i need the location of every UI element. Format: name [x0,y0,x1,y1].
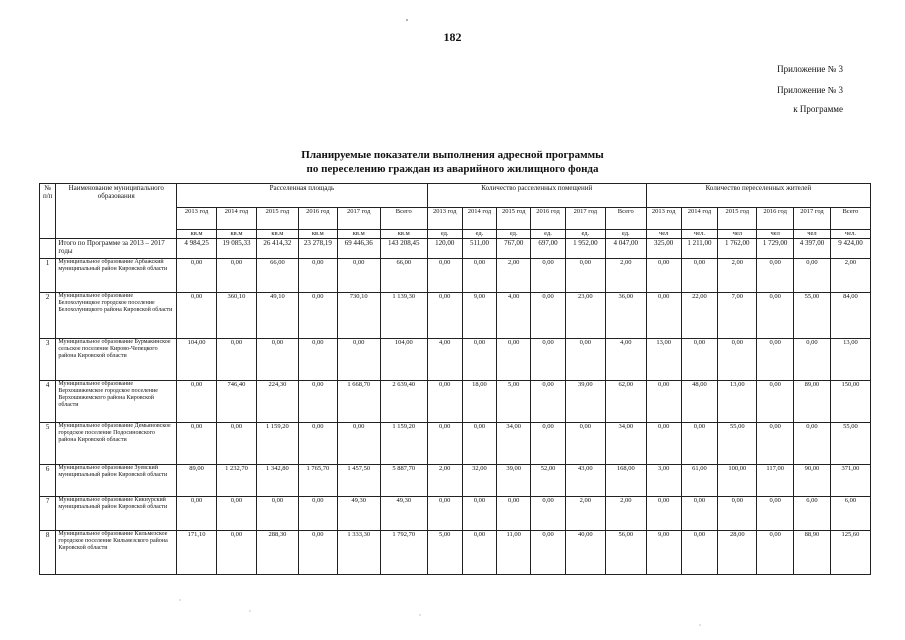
value-cell: 0,00 [646,423,681,465]
unit-header-cell: кв.м [337,230,380,239]
value-cell: 0,00 [681,423,718,465]
row-number: 1 [40,259,56,293]
value-cell: 13,00 [646,339,681,381]
value-cell: 3,00 [646,465,681,497]
value-cell: 0,00 [794,259,831,293]
value-cell: 1 792,70 [380,531,427,575]
value-cell: 0,00 [337,423,380,465]
value-cell: 0,00 [217,531,257,575]
value-cell: 5 887,70 [380,465,427,497]
year-header-cell: 2017 год [565,208,605,230]
value-cell: 5,00 [427,531,462,575]
value-cell: 0,00 [217,497,257,531]
value-cell: 4,00 [497,293,531,339]
unit-header-cell: чел [646,230,681,239]
unit-header-cell: кв.м [380,230,427,239]
value-cell: 0,00 [298,497,337,531]
unit-header-cell: чел [794,230,831,239]
unit-header-cell: ед. [427,230,462,239]
municipality-name: Муниципальное образование Кильмезское городское поселение Кильмезского района Кировской области [56,531,177,575]
value-cell: 2,00 [718,259,757,293]
value-cell: 0,00 [298,339,337,381]
unit-header-cell: чел [718,230,757,239]
value-cell: 2 639,40 [380,381,427,423]
value-cell: 125,60 [830,531,870,575]
value-cell: 13,00 [830,339,870,381]
value-cell: 56,00 [605,531,646,575]
page-number: 182 [443,30,462,44]
value-cell: 0,00 [794,423,831,465]
value-cell: 0,00 [462,497,497,531]
year-header-cell: Всего [605,208,646,230]
year-header-cell: 2014 год [462,208,497,230]
value-cell: 104,00 [380,339,427,381]
value-cell: 4,00 [605,339,646,381]
column-header-name: Наименование муниципального образования [56,184,177,239]
value-cell: 0,00 [217,423,257,465]
appendix-line-2: Приложение № 3 [777,85,843,95]
value-cell: 0,00 [718,497,757,531]
document-title-line-2: по переселению граждан из аварийного жилищного фонда [306,163,599,175]
value-cell: 0,00 [681,259,718,293]
value-cell: 0,00 [531,259,566,293]
value-cell: 6,00 [794,497,831,531]
value-cell: 39,00 [497,465,531,497]
value-cell: 168,00 [605,465,646,497]
total-value-cell: 9 424,00 [830,239,870,259]
value-cell: 49,10 [256,293,298,339]
unit-header-cell: ед. [462,230,497,239]
value-cell: 0,00 [298,423,337,465]
value-cell: 0,00 [757,531,794,575]
year-header-cell: Всего [830,208,870,230]
value-cell: 0,00 [646,497,681,531]
value-cell: 1 232,70 [217,465,257,497]
value-cell: 0,00 [462,531,497,575]
value-cell: 0,00 [531,293,566,339]
value-cell: 1 159,20 [256,423,298,465]
appendix-line-1: Приложение № 3 [777,64,843,74]
unit-header-cell: чел. [830,230,870,239]
municipality-name: Муниципальное образование Зуевский муниципальный район Кировской области [56,465,177,497]
value-cell: 22,00 [681,293,718,339]
value-cell: 5,00 [497,381,531,423]
value-cell: 0,00 [298,531,337,575]
year-header-cell: 2017 год [794,208,831,230]
value-cell: 1 668,70 [337,381,380,423]
value-cell: 55,00 [830,423,870,465]
value-cell: 730,10 [337,293,380,339]
value-cell: 9,00 [646,531,681,575]
value-cell: 0,00 [531,531,566,575]
value-cell: 360,10 [217,293,257,339]
value-cell: 28,00 [718,531,757,575]
value-cell: 0,00 [497,339,531,381]
year-header-cell: 2016 год [531,208,566,230]
municipality-name: Муниципальное образование Демьяновское городское поселение Подосиновского района Кировской области [56,423,177,465]
value-cell: 0,00 [298,293,337,339]
unit-header-cell: ед. [565,230,605,239]
value-cell: 89,00 [794,381,831,423]
year-header-cell: 2013 год [177,208,217,230]
total-value-cell: 26 414,32 [256,239,298,259]
municipality-name: Муниципальное образование Верхошижемское городское поселение Верхошижемского района Кировской области [56,381,177,423]
value-cell: 55,00 [718,423,757,465]
value-cell: 0,00 [757,339,794,381]
total-value-cell: 511,00 [462,239,497,259]
value-cell: 0,00 [681,339,718,381]
value-cell: 0,00 [427,497,462,531]
value-cell: 2,00 [497,259,531,293]
value-cell: 150,00 [830,381,870,423]
value-cell: 1 333,30 [337,531,380,575]
value-cell: 2,00 [427,465,462,497]
value-cell: 0,00 [217,259,257,293]
total-value-cell: 325,00 [646,239,681,259]
value-cell: 49,30 [380,497,427,531]
year-header-cell: 2013 год [427,208,462,230]
value-cell: 0,00 [757,259,794,293]
value-cell: 1 139,30 [380,293,427,339]
group-header-premises: Количество расселенных помещений [427,184,646,208]
row-number: 3 [40,339,56,381]
total-value-cell: 143 208,45 [380,239,427,259]
total-value-cell: 1 211,00 [681,239,718,259]
value-cell: 34,00 [497,423,531,465]
column-header-number: № п/п [40,184,56,239]
value-cell: 39,00 [565,381,605,423]
value-cell: 0,00 [256,339,298,381]
value-cell: 0,00 [462,259,497,293]
value-cell: 0,00 [718,339,757,381]
value-cell: 0,00 [531,497,566,531]
year-header-cell: 2016 год [298,208,337,230]
year-header-cell: 2015 год [497,208,531,230]
value-cell: 0,00 [531,423,566,465]
row-number: 5 [40,423,56,465]
unit-header-cell: кв.м [217,230,257,239]
value-cell: 224,30 [256,381,298,423]
value-cell: 32,00 [462,465,497,497]
total-value-cell: 4 397,00 [794,239,831,259]
year-header-cell: 2015 год [718,208,757,230]
year-header-cell: Всего [380,208,427,230]
year-header-cell: 2014 год [681,208,718,230]
value-cell: 0,00 [256,497,298,531]
municipality-name: Муниципальное образование Арбажский муниципальный район Кировской области [56,259,177,293]
municipality-name: Муниципальное образование Белохолуницкое городское поселение Белохолуницкого района Кировской области [56,293,177,339]
unit-header-cell: кв.м [298,230,337,239]
value-cell: 0,00 [646,293,681,339]
value-cell: 2,00 [605,259,646,293]
value-cell: 100,00 [718,465,757,497]
value-cell: 66,00 [256,259,298,293]
total-value-cell: 1 952,00 [565,239,605,259]
value-cell: 43,00 [565,465,605,497]
value-cell: 1 342,80 [256,465,298,497]
value-cell: 0,00 [427,293,462,339]
value-cell: 0,00 [794,339,831,381]
value-cell: 0,00 [646,259,681,293]
value-cell: 171,10 [177,531,217,575]
unit-header-cell: кв.м [256,230,298,239]
year-header-cell: 2013 год [646,208,681,230]
unit-header-cell: кв.м [177,230,217,239]
total-value-cell: 23 278,19 [298,239,337,259]
document-title-line-1: Планируемые показатели выполнения адресной программы [301,149,604,161]
value-cell: 13,00 [718,381,757,423]
total-value-cell: 19 085,33 [217,239,257,259]
value-cell: 34,00 [605,423,646,465]
group-header-residents: Количество переселенных жителей [646,184,870,208]
value-cell: 0,00 [757,293,794,339]
value-cell: 288,30 [256,531,298,575]
value-cell: 0,00 [427,259,462,293]
row-number: 8 [40,531,56,575]
unit-header-cell: ед. [497,230,531,239]
unit-header-cell: чел. [681,230,718,239]
total-value-cell: 4 984,25 [177,239,217,259]
value-cell: 40,00 [565,531,605,575]
row-number: 7 [40,497,56,531]
year-header-cell: 2014 год [217,208,257,230]
total-value-cell: 4 047,00 [605,239,646,259]
value-cell: 0,00 [681,497,718,531]
unit-header-cell: чел [757,230,794,239]
value-cell: 0,00 [757,423,794,465]
value-cell: 0,00 [217,339,257,381]
value-cell: 0,00 [177,497,217,531]
municipality-name: Муниципальное образование Кикнурский муниципальный район Кировской области [56,497,177,531]
value-cell: 2,00 [565,497,605,531]
value-cell: 7,00 [718,293,757,339]
value-cell: 0,00 [565,259,605,293]
value-cell: 0,00 [646,381,681,423]
value-cell: 90,00 [794,465,831,497]
value-cell: 1 765,70 [298,465,337,497]
value-cell: 4,00 [427,339,462,381]
appendix-line-3: к Программе [793,104,843,114]
value-cell: 0,00 [177,293,217,339]
value-cell: 2,00 [605,497,646,531]
value-cell: 0,00 [565,423,605,465]
total-value-cell: 697,00 [531,239,566,259]
value-cell: 66,00 [380,259,427,293]
unit-header-cell: ед. [531,230,566,239]
value-cell: 0,00 [427,381,462,423]
value-cell: 0,00 [298,259,337,293]
unit-header-cell: ед. [605,230,646,239]
year-header-cell: 2017 год [337,208,380,230]
group-header-area: Расселенная площадь [177,184,428,208]
value-cell: 117,00 [757,465,794,497]
value-cell: 89,00 [177,465,217,497]
value-cell: 0,00 [177,423,217,465]
value-cell: 0,00 [298,381,337,423]
municipality-name: Муниципальное образование Бурмакинское сельское поселение Кирово-Чепецкого района Кировской области [56,339,177,381]
value-cell: 0,00 [531,381,566,423]
value-cell: 55,00 [794,293,831,339]
value-cell: 84,00 [830,293,870,339]
value-cell: 9,00 [462,293,497,339]
row-number: 6 [40,465,56,497]
value-cell: 61,00 [681,465,718,497]
value-cell: 0,00 [497,497,531,531]
value-cell: 18,00 [462,381,497,423]
value-cell: 1 457,50 [337,465,380,497]
total-row-label: Итого по Программе за 2013 – 2017 годы [56,239,177,259]
total-value-cell: 1 729,00 [757,239,794,259]
row-number: 2 [40,293,56,339]
value-cell: 371,00 [830,465,870,497]
value-cell: 0,00 [337,339,380,381]
value-cell: 36,00 [605,293,646,339]
value-cell: 49,30 [337,497,380,531]
total-value-cell: 120,00 [427,239,462,259]
value-cell: 0,00 [462,423,497,465]
value-cell: 23,00 [565,293,605,339]
value-cell: 2,00 [830,259,870,293]
total-value-cell: 767,00 [497,239,531,259]
value-cell: 88,90 [794,531,831,575]
value-cell: 0,00 [565,339,605,381]
value-cell: 6,00 [830,497,870,531]
value-cell: 104,00 [177,339,217,381]
value-cell: 48,00 [681,381,718,423]
value-cell: 0,00 [462,339,497,381]
value-cell: 0,00 [757,497,794,531]
value-cell: 0,00 [757,381,794,423]
row-number: 4 [40,381,56,423]
value-cell: 0,00 [177,259,217,293]
value-cell: 0,00 [177,381,217,423]
value-cell: 0,00 [337,259,380,293]
total-value-cell: 1 762,00 [718,239,757,259]
value-cell: 11,00 [497,531,531,575]
value-cell: 62,00 [605,381,646,423]
value-cell: 1 159,20 [380,423,427,465]
year-header-cell: 2016 год [757,208,794,230]
total-value-cell: 69 446,36 [337,239,380,259]
value-cell: 746,40 [217,381,257,423]
value-cell: 0,00 [681,531,718,575]
year-header-cell: 2015 год [256,208,298,230]
value-cell: 52,00 [531,465,566,497]
value-cell: 0,00 [531,339,566,381]
value-cell: 0,00 [427,423,462,465]
